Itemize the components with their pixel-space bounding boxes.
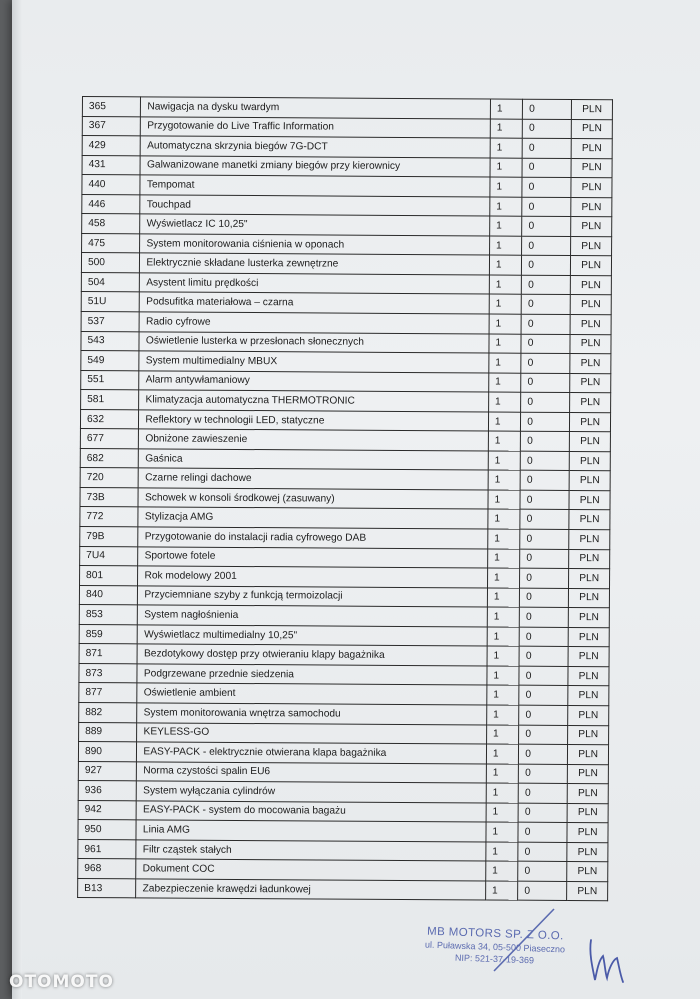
currency-cell: PLN	[569, 490, 610, 510]
discount-cell: 0	[519, 686, 568, 706]
discount-cell: 0	[518, 862, 567, 882]
currency-cell: PLN	[571, 158, 612, 178]
option-code-cell: 677	[80, 429, 139, 449]
option-description-cell: Radio cyfrowe	[139, 312, 489, 334]
option-description-cell: Touchpad	[140, 195, 490, 217]
option-code-cell: 440	[82, 175, 141, 195]
discount-cell: 0	[521, 353, 570, 373]
option-code-cell: 968	[78, 859, 137, 879]
option-code-cell: 859	[79, 624, 138, 644]
quantity-cell: 1	[487, 685, 519, 705]
currency-cell: PLN	[570, 295, 611, 315]
quantity-cell: 1	[486, 842, 518, 862]
currency-cell: PLN	[570, 373, 611, 393]
option-code-cell: 543	[81, 331, 140, 351]
currency-cell: PLN	[571, 217, 612, 237]
discount-cell: 0	[520, 549, 569, 569]
currency-cell: PLN	[569, 510, 610, 530]
option-description-cell: EASY-PACK - elektrycznie otwierana klapa bagażnika	[137, 742, 487, 764]
discount-cell: 0	[519, 744, 568, 764]
option-code-cell: 551	[81, 370, 140, 390]
discount-cell: 0	[519, 666, 568, 686]
option-code-cell: 475	[82, 233, 141, 253]
option-code-cell: 942	[78, 800, 137, 820]
option-description-cell: System wyłączania cylindrów	[137, 781, 487, 803]
equipment-table-body	[78, 97, 613, 902]
quantity-cell: 1	[488, 470, 520, 490]
quantity-cell: 1	[486, 744, 518, 764]
discount-cell: 0	[520, 471, 569, 491]
currency-cell: PLN	[570, 451, 611, 471]
quantity-cell: 1	[488, 549, 520, 569]
handwritten-signature	[583, 930, 633, 990]
option-code-cell: 801	[80, 566, 139, 586]
option-description-cell: Przygotowanie do Live Traffic Information	[141, 116, 491, 138]
currency-cell: PLN	[569, 608, 610, 628]
currency-cell: PLN	[567, 862, 608, 882]
option-description-cell: Rok modelowy 2001	[138, 566, 488, 588]
quantity-cell: 1	[490, 177, 522, 197]
discount-cell: 0	[520, 510, 569, 530]
option-code-cell: 7U4	[80, 546, 139, 566]
option-description-cell: Gaśnica	[139, 449, 489, 471]
option-code-cell: 882	[79, 702, 138, 722]
option-code-cell: 500	[81, 253, 140, 273]
option-code-cell: 79B	[80, 527, 139, 547]
quantity-cell: 1	[489, 314, 521, 334]
quantity-cell: 1	[488, 529, 520, 549]
option-description-cell: Oświetlenie lusterka w przesłonach słonecznych	[139, 331, 489, 353]
option-code-cell: 365	[82, 97, 141, 117]
option-description-cell: Nawigacja na dysku twardym	[141, 97, 491, 119]
option-description-cell: Stylizacja AMG	[138, 507, 488, 529]
option-code-cell: 446	[82, 194, 141, 214]
option-description-cell: Sportowe fotele	[138, 546, 488, 568]
option-code-cell: 632	[80, 409, 139, 429]
currency-cell: PLN	[568, 647, 609, 667]
discount-cell: 0	[518, 783, 567, 803]
discount-cell: 0	[521, 334, 570, 354]
discount-cell: 0	[521, 392, 570, 412]
option-description-cell: Wyświetlacz IC 10,25"	[140, 214, 490, 236]
option-description-cell: Podgrzewane przednie siedzenia	[137, 664, 487, 686]
currency-cell: PLN	[570, 432, 611, 452]
discount-cell: 0	[522, 216, 571, 236]
currency-cell: PLN	[568, 627, 609, 647]
stamp-nip: NIP: 521-37-19-369	[454, 952, 535, 966]
quantity-cell: 1	[490, 216, 522, 236]
option-description-cell: Przyciemniane szyby z funkcją termoizolacji	[138, 586, 488, 608]
option-code-cell: 581	[81, 390, 140, 410]
option-code-cell: 961	[78, 839, 137, 859]
currency-cell: PLN	[567, 823, 608, 843]
discount-cell: 0	[522, 158, 571, 178]
discount-cell: 0	[519, 705, 568, 725]
currency-cell: PLN	[567, 881, 608, 901]
quantity-cell: 1	[489, 373, 521, 393]
option-code-cell: 936	[78, 781, 137, 801]
quantity-cell: 1	[487, 607, 519, 627]
quantity-cell: 1	[490, 99, 522, 119]
quantity-cell: 1	[487, 646, 519, 666]
discount-cell: 0	[518, 803, 567, 823]
discount-cell: 0	[520, 529, 569, 549]
option-description-cell: Elektrycznie składane lusterka zewnętrzne	[140, 253, 490, 275]
quantity-cell: 1	[489, 255, 521, 275]
discount-cell: 0	[520, 588, 569, 608]
discount-cell: 0	[520, 451, 569, 471]
quantity-cell: 1	[487, 705, 519, 725]
discount-cell: 0	[522, 177, 571, 197]
currency-cell: PLN	[569, 588, 610, 608]
option-description-cell: System nagłośnienia	[138, 605, 488, 627]
option-description-cell: Norma czystości spalin EU6	[137, 761, 487, 783]
option-code-cell: 431	[82, 155, 141, 175]
discount-cell: 0	[521, 295, 570, 315]
currency-cell: PLN	[569, 530, 610, 550]
discount-cell: 0	[519, 725, 568, 745]
currency-cell: PLN	[569, 569, 610, 589]
option-description-cell: Tempomat	[140, 175, 490, 197]
currency-cell: PLN	[571, 178, 612, 198]
currency-cell: PLN	[567, 842, 608, 862]
quantity-cell: 1	[486, 783, 518, 803]
option-description-cell: Oświetlenie ambient	[137, 683, 487, 705]
discount-cell: 0	[519, 764, 568, 784]
quantity-cell: 1	[486, 724, 518, 744]
option-code-cell: 840	[79, 585, 138, 605]
option-description-cell: Bezdotykowy dostęp przy otwieraniu klapy bagażnika	[137, 644, 487, 666]
option-description-cell: Linia AMG	[136, 820, 486, 842]
option-description-cell: EASY-PACK - system do mocowania bagażu	[136, 801, 486, 823]
option-description-cell: System monitorowania wnętrza samochodu	[137, 703, 487, 725]
stamp-company-name: MB MOTORS SP. Z O.O.	[426, 925, 564, 943]
option-code-cell: 871	[79, 644, 138, 664]
quantity-cell: 1	[488, 509, 520, 529]
option-description-cell: System multimedialny MBUX	[139, 351, 489, 373]
currency-cell: PLN	[568, 705, 609, 725]
discount-cell: 0	[518, 881, 567, 901]
discount-cell: 0	[519, 646, 568, 666]
option-code-cell: 877	[79, 683, 138, 703]
option-code-cell: 549	[81, 351, 140, 371]
currency-cell: PLN	[571, 139, 612, 159]
option-description-cell: Filtr cząstek stałych	[136, 840, 486, 862]
paper-edge-shadow	[12, 0, 22, 999]
discount-cell: 0	[523, 99, 572, 119]
option-code-cell: 873	[79, 663, 138, 683]
discount-cell: 0	[518, 822, 567, 842]
option-description-cell: Obniżone zawieszenie	[139, 429, 489, 451]
option-code-cell: 853	[79, 605, 138, 625]
option-code-cell: 367	[82, 116, 141, 136]
currency-cell: PLN	[568, 745, 609, 765]
discount-cell: 0	[521, 314, 570, 334]
option-description-cell: Zabezpieczenie krawędzi ładunkowej	[136, 879, 486, 901]
discount-cell: 0	[518, 842, 567, 862]
quantity-cell: 1	[487, 627, 519, 647]
option-code-cell: B13	[78, 878, 137, 898]
quantity-cell: 1	[489, 392, 521, 412]
quantity-cell: 1	[486, 764, 518, 784]
currency-cell: PLN	[570, 334, 611, 354]
currency-cell: PLN	[568, 764, 609, 784]
quantity-cell: 1	[486, 881, 518, 901]
option-description-cell: Wyświetlacz multimedialny 10,25"	[138, 625, 488, 647]
quantity-cell: 1	[489, 236, 521, 256]
discount-cell: 0	[520, 490, 569, 510]
option-code-cell: 73B	[80, 487, 139, 507]
option-description-cell: Automatyczna skrzynia biegów 7G-DCT	[141, 136, 491, 158]
discount-cell: 0	[522, 275, 571, 295]
option-description-cell: Galwanizowane manetki zmiany biegów przy kierownicy	[140, 155, 490, 177]
currency-cell: PLN	[567, 803, 608, 823]
option-code-cell: 537	[81, 312, 140, 332]
otomoto-watermark: OTOMOTO	[9, 972, 114, 992]
discount-cell: 0	[521, 412, 570, 432]
currency-cell: PLN	[572, 119, 613, 139]
stamp-address: ul. Puławska 34, 05-500 Piaseczno	[424, 939, 566, 955]
currency-cell: PLN	[568, 686, 609, 706]
quantity-cell: 1	[489, 275, 521, 295]
discount-cell: 0	[522, 256, 571, 276]
quantity-cell: 1	[487, 588, 519, 608]
currency-cell: PLN	[570, 354, 611, 374]
currency-cell: PLN	[571, 256, 612, 276]
option-description-cell: Dokument COC	[136, 859, 486, 881]
quantity-cell: 1	[486, 861, 518, 881]
currency-cell: PLN	[570, 393, 611, 413]
option-description-cell: Przygotowanie do instalacji radia cyfrowego DAB	[138, 527, 488, 549]
option-code-cell: 458	[82, 214, 141, 234]
discount-cell: 0	[519, 627, 568, 647]
discount-cell: 0	[520, 568, 569, 588]
option-description-cell: Podsufitka materiałowa – czarna	[140, 292, 490, 314]
discount-cell: 0	[522, 138, 571, 158]
option-code-cell: 772	[80, 507, 139, 527]
quantity-cell: 1	[488, 412, 520, 432]
currency-cell: PLN	[571, 197, 612, 217]
currency-cell: PLN	[570, 315, 611, 335]
option-code-cell: 890	[78, 742, 137, 762]
quantity-cell: 1	[490, 138, 522, 158]
option-description-cell: KEYLESS-GO	[137, 722, 487, 744]
currency-cell: PLN	[568, 725, 609, 745]
currency-cell: PLN	[568, 666, 609, 686]
discount-cell: 0	[522, 119, 571, 139]
option-code-cell: 504	[81, 272, 140, 292]
quantity-cell: 1	[488, 490, 520, 510]
option-description-cell: System monitorowania ciśnienia w oponach	[140, 234, 490, 256]
company-stamp	[394, 925, 595, 968]
quantity-cell: 1	[490, 197, 522, 217]
quantity-cell: 1	[490, 119, 522, 139]
quantity-cell: 1	[486, 822, 518, 842]
option-code-cell: 927	[78, 761, 137, 781]
option-code-cell: 682	[80, 448, 139, 468]
option-description-cell: Klimatyzacja automatyczna THERMOTRONIC	[139, 390, 489, 412]
quantity-cell: 1	[490, 158, 522, 178]
discount-cell: 0	[520, 607, 569, 627]
currency-cell: PLN	[572, 99, 613, 119]
option-description-cell: Reflektory w technologii LED, statyczne	[139, 410, 489, 432]
discount-cell: 0	[522, 197, 571, 217]
option-code-cell: 950	[78, 820, 137, 840]
option-code-cell: 429	[82, 136, 141, 156]
quantity-cell: 1	[487, 666, 519, 686]
currency-cell: PLN	[567, 784, 608, 804]
option-description-cell: Schowek w konsoli środkowej (zasuwany)	[138, 488, 488, 510]
option-code-cell: 720	[80, 468, 139, 488]
table-row	[78, 878, 608, 901]
quantity-cell: 1	[489, 334, 521, 354]
equipment-table	[77, 96, 613, 902]
currency-cell: PLN	[571, 236, 612, 256]
quantity-cell: 1	[489, 353, 521, 373]
option-description-cell: Asystent limitu prędkości	[140, 273, 490, 295]
currency-cell: PLN	[571, 275, 612, 295]
quantity-cell: 1	[489, 294, 521, 314]
discount-cell: 0	[522, 236, 571, 256]
currency-cell: PLN	[570, 412, 611, 432]
option-description-cell: Czarne relingi dachowe	[139, 468, 489, 490]
discount-cell: 0	[521, 373, 570, 393]
currency-cell: PLN	[569, 471, 610, 491]
option-code-cell: 51U	[81, 292, 140, 312]
quantity-cell: 1	[486, 803, 518, 823]
discount-cell: 0	[521, 431, 570, 451]
quantity-cell: 1	[487, 568, 519, 588]
quantity-cell: 1	[488, 451, 520, 471]
option-code-cell: 889	[79, 722, 138, 742]
option-description-cell: Alarm antywłamaniowy	[139, 371, 489, 393]
currency-cell: PLN	[569, 549, 610, 569]
quantity-cell: 1	[488, 431, 520, 451]
